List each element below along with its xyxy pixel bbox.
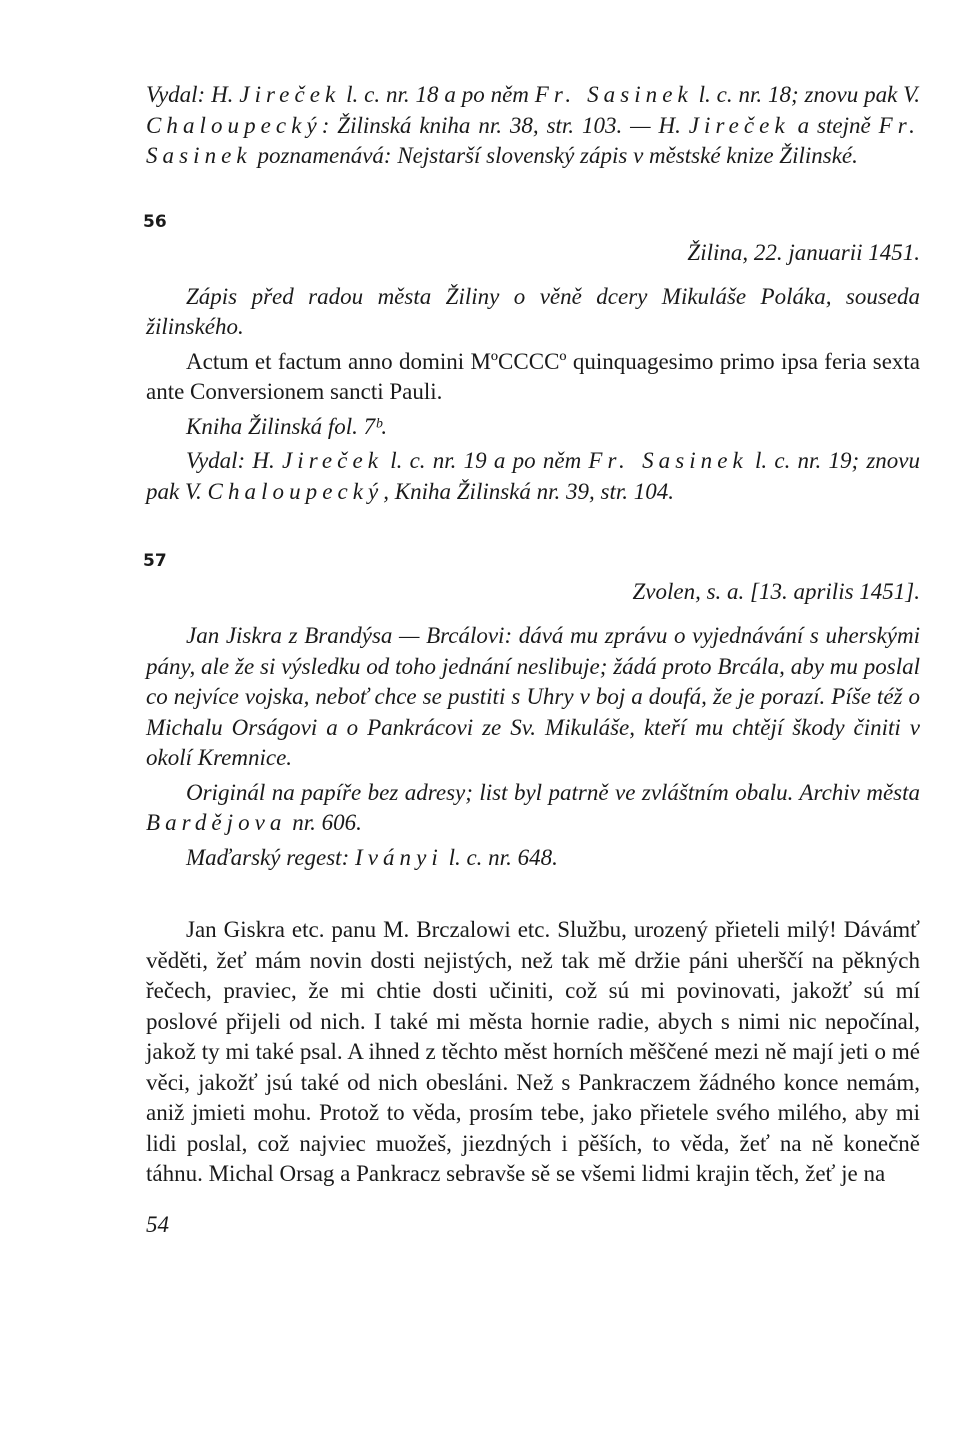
text-run: poznamenává: Nejstarší slovenský zápis v městské knize Žilinské. (251, 143, 858, 168)
letter-body: Jan Giskra etc. panu M. Brczalowi etc. Službu, urozený přieteli milý! Dávámť věděti, žeť mám novin dosti nejistých, než tak mě držie páni uherščí na pěkných řečech, praviec, že mi chtie dosti učiniti, což sú mi povinovati, jakožť sú mí poslové přijeli od nich. I také mi města hornie radie, abych s nimi nic nepočínal, jakož ty mi také psal. A ihned z těchto měst horních měščené mezi ně mají jeti o mé věci, jakožť jsú také od nich obesláni. Než s Pankraczem žádného konce nemám, aniž jmieti mohu. Protož to věda, prosím tebe, jako přietele svého milého, aby mi lidi poslal, což najviec muožeš, jiezdných i pěších, to věda, žeť na ně konečně táhnu. Michal Orsag a Pankracz sebravše sě se všemi lidmi krajin těch, žeť je na (146, 917, 920, 1186)
text-run: l. c. nr. 18; znovu pak V. (692, 82, 920, 107)
text-run: Vydal: H. (186, 448, 283, 473)
spaced-name: Fr. Sasinek (146, 112, 920, 168)
edition-note-56 (146, 446, 920, 507)
spaced-name: Jireček (239, 82, 341, 107)
document-page (143, 80, 920, 1238)
source-note: Kniha Žilinská fol. 7ᵇ. (186, 413, 388, 439)
text-run: Vydal: H. (146, 82, 240, 107)
text-run: : Žilinská kniha nr. 38, str. 103. — H. (321, 112, 689, 138)
spaced-name: Fr. Sasinek (534, 82, 693, 107)
place-date: Zvolen, s. a. [13. aprilis 1451]. (632, 579, 920, 604)
spaced-name: Bardějova (146, 810, 287, 835)
spaced-name: Jireček (688, 112, 790, 138)
text-run: l. c. nr. 18 a po něm (340, 82, 535, 107)
archive-note (146, 778, 920, 839)
spaced-name: Chaloupecký (207, 478, 384, 504)
text-run: l. c. nr. 19 a po něm (382, 448, 589, 473)
hungarian-regest-note (146, 843, 920, 874)
regest: Jan Jiskra z Brandýsa — Brcálovi: dává mu zprávu o vyjednávání s uherskými pány, ale že si výsledku od toho jednání neslibuje; žádá proto Brcála, aby mu poslal co nejvíce vojska, neboť chce se pustiti s Uhry v boj a doufá, že je porazí. Píše též o Michalu Orságovi a o Pankrácovi ze Sv. Mikuláše, kteří mu chtějí škody činiti v okolí Kremnice. (146, 623, 920, 770)
text-run: Maďarský regest: (186, 844, 355, 870)
regest: Zápis před radou města Žiliny o věně dcery Mikuláše Poláka, souseda žilinského. (146, 283, 920, 339)
text-run: Originál na papíře bez adresy; list byl patrně ve zvláštním obalu. Archiv města (186, 779, 920, 805)
document-text: Actum et factum anno domini MºCCCCº quinquagesimo primo ipsa feria sexta ante Conversionem sancti Pauli. (146, 348, 920, 404)
text-run: a stejně (789, 112, 879, 138)
text-run: , Kniha Žilinská nr. 39, str. 104. (383, 478, 675, 504)
document-57 (143, 551, 920, 1190)
document-number: 56 (143, 211, 167, 232)
spaced-name: Jireček (282, 448, 383, 473)
page-number: 54 (146, 1211, 169, 1237)
spaced-name: Iványi (355, 844, 443, 870)
spaced-name: Chaloupecký (146, 112, 322, 138)
document-number: 57 (143, 551, 167, 571)
place-date: Žilina, 22. januarii 1451. (687, 239, 920, 265)
document-56 (143, 211, 920, 508)
text-run: l. c. nr. 648. (442, 844, 558, 870)
edition-note-55 (146, 80, 920, 172)
spaced-name: Fr. Sasinek (588, 448, 748, 473)
text-run: nr. 606. (286, 810, 362, 835)
text-run: l. c. nr. 19; znovu pak V. (146, 448, 920, 504)
